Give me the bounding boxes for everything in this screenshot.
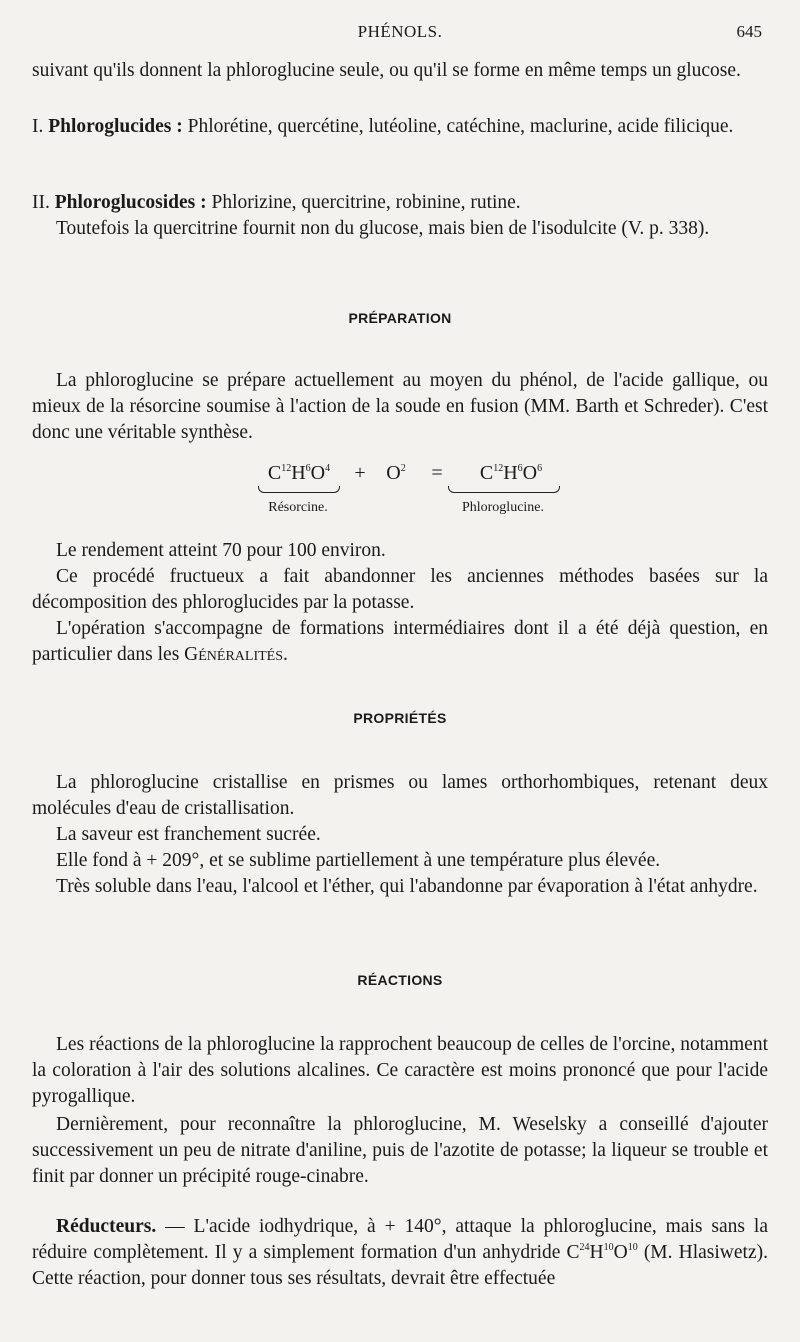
formula-oxygen: $O^2$	[386, 462, 406, 484]
properties-paragraph-solubility: Très soluble dans l'eau, l'alcool et l'éther, qui l'abandonne par évaporation à l'état anhydre.	[56, 876, 758, 897]
list-item-text: Phlorétine, quercétine, lutéoline, catéchine, maclurine, acide filicique.	[182, 116, 734, 137]
label-phloroglucine: Phloroglucine.	[461, 500, 545, 515]
yield-paragraph: Le rendement atteint 70 pour 100 environ.	[56, 540, 386, 561]
section-heading-reactions: RÉACTIONS	[357, 972, 443, 988]
properties-paragraph-taste: La saveur est franchement sucrée.	[56, 824, 321, 845]
intro-paragraph: suivant qu'ils donnent la phloroglucine seule, ou qu'il se forme en même temps un glucose.	[32, 60, 741, 81]
section-heading-proprietes: PROPRIÉTÉS	[353, 710, 447, 726]
underbrace-right	[448, 486, 560, 493]
process-paragraph: Ce procédé fructueux a fait abandonner les anciennes méthodes basées sur la décomposition des phloroglucides par la potasse.	[32, 566, 768, 613]
isodulcite-note: Toutefois la quercitrine fournit non du glucose, mais bien de l'isodulcite (V. p. 338).	[56, 218, 710, 239]
paragraph-text: L'opération s'accompagne de formations intermédiaires dont il a été déjà question, en particulier dans les	[32, 618, 768, 665]
equals-sign: =	[431, 462, 443, 484]
plus-sign: +	[354, 462, 366, 484]
section-heading-preparation: PRÉPARATION	[348, 310, 452, 326]
list-item-number: I.	[32, 116, 49, 137]
list-item-label: Phloroglucosides :	[54, 192, 207, 213]
formula-resorcine: $C^{12}H^6O^4$	[267, 462, 331, 484]
page-number: 645	[736, 22, 762, 41]
underbrace-left	[258, 486, 340, 493]
preparation-paragraph: La phloroglucine se prépare actuellement au moyen du phénol, de l'acide gallique, ou mieux de la résorcine soumise à l'action de la soude en fusion (MM. Barth et Schreder). C'est donc une véritable synthèse.	[32, 370, 768, 443]
list-item-text: Phlorizine, quercitrine, robinine, rutine.	[206, 192, 521, 213]
list-item-phloroglucosides	[32, 190, 768, 216]
intermediates-paragraph: L'opération s'accompagne de formations intermédiaires dont il a été déjà question, en particulier dans les Généralités.	[32, 618, 768, 665]
list-item-label: Phloroglucides :	[48, 116, 183, 137]
formula-phloroglucine: $C^{12}H^6O^6$	[479, 462, 543, 484]
paragraph-label: Réducteurs.	[56, 1216, 157, 1237]
properties-paragraph-melting: Elle fond à + 209°, et se sublime partiellement à une température plus élevée.	[56, 850, 661, 871]
page-header	[0, 20, 800, 46]
list-item-phloroglucides	[32, 114, 768, 140]
running-title: PHÉNOLS.	[357, 22, 443, 41]
reactions-paragraph-weselsky: Dernièrement, pour reconnaître la phloroglucine, M. Weselsky a conseillé d'ajouter successivement un peu de nitrate d'aniline, puis de l'azotite de potasse; la liqueur se trouble et finit par donner un précipité rouge-cinabre.	[32, 1114, 768, 1187]
reactions-paragraph-orcine: Les réactions de la phloroglucine la rapprochent beaucoup de celles de l'orcine, notamment la coloration à l'air des solutions alcalines. Ce caractère est moins prononcé que pour l'acide pyrogallique.	[32, 1034, 768, 1107]
reactions-paragraph-reducteurs: Réducteurs. — L'acide iodhydrique, à + 140°, attaque la phloroglucine, mais sans la réduire complètement. Il y a simplement formation d'un anhydride $C^{24}H^{10}O^{10}$ (M. Hlasiwetz). Cette réaction, pour donner tous ses résultats, devrait être effectuée	[32, 1216, 768, 1289]
list-item-number: II.	[32, 192, 55, 213]
chemical-equation	[0, 462, 800, 522]
label-resorcine: Résorcine.	[268, 500, 328, 515]
properties-paragraph-crystal: La phloroglucine cristallise en prismes ou lames orthorhombiques, retenant deux molécules d'eau de cristallisation.	[32, 772, 768, 819]
small-caps-reference: Généralités	[184, 644, 284, 665]
